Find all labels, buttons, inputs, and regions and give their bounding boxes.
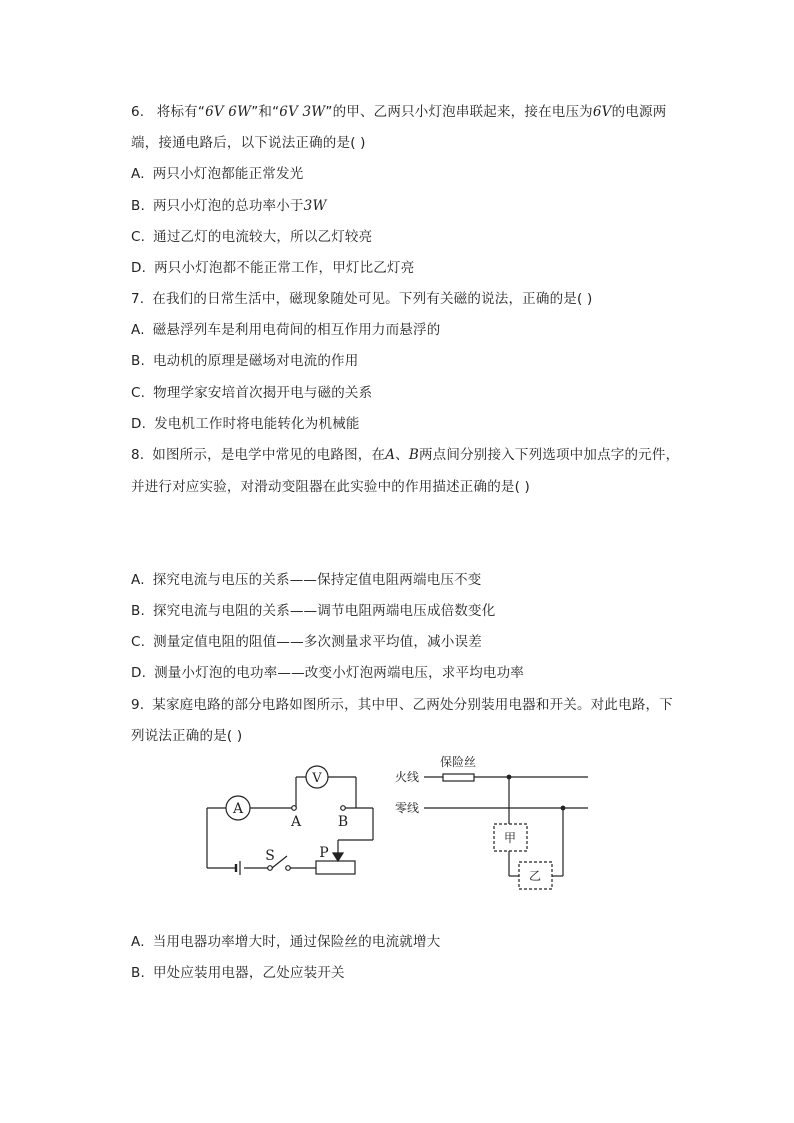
switch-terminal-left	[268, 866, 273, 871]
point-b-label: B	[337, 814, 349, 830]
switch-terminal-right	[286, 866, 291, 871]
neutral-wire-label: 零线	[395, 801, 420, 815]
q7-number: 7.	[131, 291, 145, 307]
slider-label: P	[319, 845, 329, 861]
q6-stem-line2: 端，接通电路后，以下说法正确的是( )	[131, 135, 366, 151]
q9-number: 9.	[131, 697, 145, 713]
terminal-a	[292, 806, 297, 811]
q6-option-b: B. 两只小灯泡的总功率小于3W	[131, 198, 327, 214]
q6-number: 6.	[131, 104, 145, 120]
box-jia-label: 甲	[503, 831, 517, 845]
q6-stem-line1: 6. 将标有“6V 6W”和“6V 3W”的甲、乙两只小灯泡串联起来，接在电压为6V的电源两	[131, 104, 667, 120]
q8-option-b: B. 探究电流与电阻的关系——调节电阻两端电压成倍数变化	[131, 603, 496, 619]
terminal-b	[341, 806, 346, 811]
q7-option-c: C. 物理学家安培首次揭开电与磁的关系	[131, 385, 373, 401]
q9-stem-line2: 列说法正确的是( )	[131, 728, 243, 744]
q8-stem-line1: 8. 如图所示，是电学中常见的电路图，在A、B两点间分别接入下列选项中加点字的元件，	[131, 447, 680, 463]
switch-blade	[272, 856, 287, 868]
q6-option-d: D. 两只小灯泡都不能正常工作，甲灯比乙灯亮	[131, 260, 415, 276]
fuse-label: 保险丝	[440, 755, 477, 769]
rheostat	[316, 861, 355, 874]
q9-option-a: A. 当用电器功率增大时，通过保险丝的电流就增大	[131, 934, 441, 950]
household-diagram	[424, 774, 588, 889]
switch-label: S	[265, 848, 275, 864]
q7-option-b: B. 电动机的原理是磁场对电流的作用	[131, 353, 359, 369]
q8-number: 8.	[131, 447, 145, 463]
ammeter-label: A	[232, 801, 244, 817]
q8-option-d: D. 测量小灯泡的电功率——改变小灯泡两端电压，求平均电功率	[131, 665, 524, 681]
q7-option-a: A. 磁悬浮列车是利用电荷间的相互作用力而悬浮的	[131, 322, 441, 338]
point-a-label: A	[290, 814, 302, 830]
q9-option-b: B. 甲处应装用电器，乙处应装开关	[131, 965, 345, 981]
fuse-box	[443, 774, 474, 781]
q7-option-d: D. 发电机工作时将电能转化为机械能	[131, 416, 360, 432]
voltmeter-label: V	[312, 771, 322, 786]
slider-arrowhead	[333, 853, 343, 861]
q8-option-c: C. 测量定值电阻的阻值——多次测量求平均值，减小误差	[131, 634, 482, 650]
box-jia	[494, 824, 527, 851]
q6-option-c: C. 通过乙灯的电流较大，所以乙灯较亮	[131, 229, 373, 245]
q7-stem-line1: 7. 在我们的日常生活中，磁现象随处可见。下列有关磁的说法，正确的是( )	[131, 291, 593, 307]
circuit-diagram	[207, 766, 373, 875]
q6-option-a: A. 两只小灯泡都能正常发光	[131, 166, 304, 182]
q8-stem-line2: 并进行对应实验，对滑动变阻器在此实验中的作用描述正确的是( )	[131, 479, 531, 495]
junction-live	[507, 775, 512, 780]
q9-stem-line1: 9. 某家庭电路的部分电路如图所示，其中甲、乙两处分别装用电器和开关。对此电路，下	[131, 697, 673, 713]
box-yi	[519, 862, 552, 889]
junction-neutral	[561, 806, 566, 811]
q8-option-a: A. 探究电流与电压的关系——保持定值电阻两端电压不变	[131, 572, 482, 588]
ammeter-circle	[226, 796, 250, 820]
voltmeter-circle	[306, 766, 328, 788]
live-wire-label: 火线	[395, 770, 420, 784]
box-yi-label: 乙	[528, 869, 542, 883]
